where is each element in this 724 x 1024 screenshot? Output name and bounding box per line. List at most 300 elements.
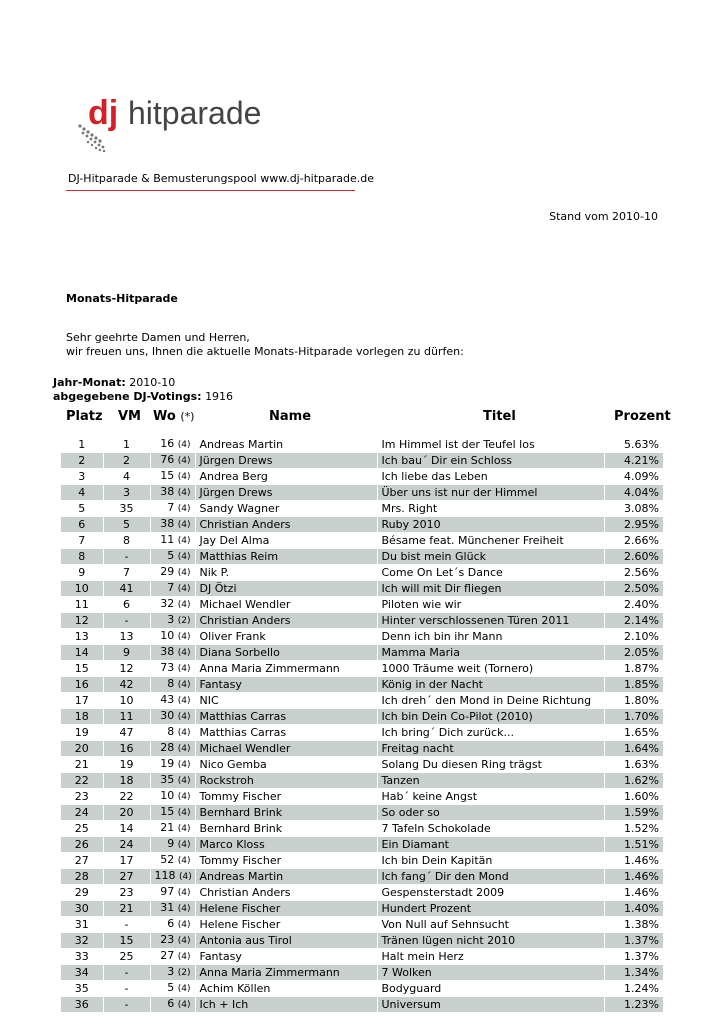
titel-cell: Hab´ keine Angst [377, 789, 604, 805]
table-row [61, 693, 663, 709]
table-row [61, 501, 663, 517]
titel-cell: Ruby 2010 [377, 517, 604, 533]
platz-cell: 32 [61, 933, 103, 949]
name-cell: Michael Wendler [195, 597, 377, 613]
vm-cell: 14 [103, 821, 150, 837]
titel-cell: Denn ich bin ihr Mann [377, 629, 604, 645]
vm-cell: 17 [103, 853, 150, 869]
prozent-cell: 1.40% [604, 901, 663, 917]
wo-value: 38 [160, 485, 175, 498]
platz-cell: 6 [61, 517, 103, 533]
col-header-titel: Titel [483, 409, 516, 424]
wo-sub: (4) [177, 728, 191, 738]
table-row [61, 709, 663, 725]
table-row [61, 597, 663, 613]
titel-cell: Bodyguard [377, 981, 604, 997]
prozent-cell: 1.87% [604, 661, 663, 677]
prozent-cell: 1.64% [604, 741, 663, 757]
vm-cell: 19 [103, 757, 150, 773]
name-cell: Achim Köllen [195, 981, 377, 997]
name-cell: Helene Fischer [195, 917, 377, 933]
greeting-line-1: Sehr geehrte Damen und Herren, [66, 331, 250, 344]
prozent-cell: 2.05% [604, 645, 663, 661]
wo-value: 5 [167, 549, 175, 562]
platz-cell: 10 [61, 581, 103, 597]
table-row [61, 869, 663, 885]
prozent-cell: 1.80% [604, 693, 663, 709]
platz-cell: 22 [61, 773, 103, 789]
titel-cell: Hinter verschlossenen Türen 2011 [377, 613, 604, 629]
platz-cell: 21 [61, 757, 103, 773]
wo-cell [150, 805, 195, 821]
wo-sub: (4) [177, 440, 191, 450]
logo-text-dj: dj [88, 94, 119, 132]
votes-label: abgegebene DJ-Votings: [53, 390, 202, 403]
wo-cell [150, 661, 195, 677]
wo-value: 97 [160, 885, 175, 898]
greeting-line-2: wir freuen uns, Ihnen die aktuelle Monats-Hitparade vorlegen zu dürfen: [66, 345, 464, 358]
wo-cell [150, 549, 195, 565]
wo-sub: (4) [177, 568, 191, 578]
wo-value: 3 [167, 965, 175, 978]
vm-cell: 41 [103, 581, 150, 597]
prozent-cell: 1.23% [604, 997, 663, 1013]
titel-cell: Tanzen [377, 773, 604, 789]
wo-sub: (4) [177, 920, 191, 930]
platz-cell: 13 [61, 629, 103, 645]
prozent-cell: 1.59% [604, 805, 663, 821]
table-row [61, 565, 663, 581]
wo-cell [150, 453, 195, 469]
titel-cell: Ich dreh´ den Mond in Deine Richtung [377, 693, 604, 709]
name-cell: Antonia aus Tirol [195, 933, 377, 949]
name-cell: Marco Kloss [195, 837, 377, 853]
prozent-cell: 1.63% [604, 757, 663, 773]
wo-cell [150, 965, 195, 981]
platz-cell: 27 [61, 853, 103, 869]
wo-cell [150, 613, 195, 629]
table-row [61, 677, 663, 693]
wo-value: 21 [160, 821, 175, 834]
titel-cell: 7 Wolken [377, 965, 604, 981]
wo-sub: (4) [177, 472, 191, 482]
titel-cell: Bésame feat. Münchener Freiheit [377, 533, 604, 549]
wo-sub: (4) [177, 824, 191, 834]
col-header-wo-label: Wo [153, 409, 176, 424]
month-label: Jahr-Monat: [53, 376, 126, 389]
titel-cell: Come On Let´s Dance [377, 565, 604, 581]
table-row [61, 437, 663, 453]
name-cell: Ich + Ich [195, 997, 377, 1013]
wo-value: 29 [160, 565, 175, 578]
name-cell: Jürgen Drews [195, 485, 377, 501]
vm-cell: 25 [103, 949, 150, 965]
name-cell: Andrea Berg [195, 469, 377, 485]
wo-cell [150, 469, 195, 485]
name-cell: NIC [195, 693, 377, 709]
wo-value: 118 [154, 869, 176, 882]
wo-cell [150, 517, 195, 533]
wo-cell [150, 645, 195, 661]
prozent-cell: 1.65% [604, 725, 663, 741]
prozent-cell: 2.50% [604, 581, 663, 597]
wo-cell [150, 709, 195, 725]
prozent-cell: 1.60% [604, 789, 663, 805]
wo-cell [150, 581, 195, 597]
titel-cell: Ich bin Dein Co-Pilot (2010) [377, 709, 604, 725]
platz-cell: 36 [61, 997, 103, 1013]
name-cell: Jay Del Alma [195, 533, 377, 549]
wo-sub: (4) [177, 456, 191, 466]
titel-cell: Ich will mit Dir fliegen [377, 581, 604, 597]
wo-value: 52 [160, 853, 175, 866]
name-cell: Michael Wendler [195, 741, 377, 757]
col-header-prozent: Prozent [614, 409, 671, 424]
name-cell: Christian Anders [195, 613, 377, 629]
vm-cell: - [103, 997, 150, 1013]
table-row [61, 901, 663, 917]
vm-cell: 13 [103, 629, 150, 645]
table-row [61, 789, 663, 805]
wo-sub: (4) [177, 712, 191, 722]
table-row [61, 613, 663, 629]
wo-value: 38 [160, 517, 175, 530]
name-cell: Nico Gemba [195, 757, 377, 773]
wo-value: 3 [167, 613, 175, 626]
wo-sub: (4) [177, 488, 191, 498]
logo-text-hitparade: hitparade [128, 95, 262, 131]
prozent-cell: 2.56% [604, 565, 663, 581]
platz-cell: 8 [61, 549, 103, 565]
hitparade-table [61, 437, 663, 1013]
titel-cell: Ein Diamant [377, 837, 604, 853]
prozent-cell: 1.62% [604, 773, 663, 789]
site-subtitle: DJ-Hitparade & Bemusterungspool www.dj-hitparade.de [68, 172, 375, 185]
prozent-cell: 1.51% [604, 837, 663, 853]
wo-cell [150, 501, 195, 517]
titel-cell: Ich bin Dein Kapitän [377, 853, 604, 869]
platz-cell: 23 [61, 789, 103, 805]
wo-sub: (2) [177, 616, 191, 626]
table-row [61, 485, 663, 501]
name-cell: Andreas Martin [195, 437, 377, 453]
greeting [66, 331, 464, 359]
table-row [61, 885, 663, 901]
table-row [61, 629, 663, 645]
vm-cell: - [103, 965, 150, 981]
prozent-cell: 1.38% [604, 917, 663, 933]
platz-cell: 9 [61, 565, 103, 581]
wo-value: 16 [160, 437, 175, 450]
platz-cell: 12 [61, 613, 103, 629]
wo-value: 7 [167, 581, 175, 594]
month-value: 2010-10 [129, 376, 176, 389]
dj-hitparade-logo [74, 88, 274, 154]
vm-cell: 27 [103, 869, 150, 885]
wo-cell [150, 901, 195, 917]
table-row [61, 645, 663, 661]
titel-cell: Ich liebe das Leben [377, 469, 604, 485]
wo-cell [150, 981, 195, 997]
platz-cell: 1 [61, 437, 103, 453]
meta-info [53, 376, 233, 404]
wo-cell [150, 629, 195, 645]
vm-cell: 4 [103, 469, 150, 485]
wo-value: 15 [160, 469, 175, 482]
wo-sub: (4) [177, 504, 191, 514]
wo-value: 5 [167, 981, 175, 994]
wo-sub: (4) [177, 744, 191, 754]
name-cell: Matthias Carras [195, 725, 377, 741]
table-body [61, 437, 663, 1013]
prozent-cell: 1.46% [604, 885, 663, 901]
name-cell: Helene Fischer [195, 901, 377, 917]
name-cell: Bernhard Brink [195, 821, 377, 837]
name-cell: Anna Maria Zimmermann [195, 965, 377, 981]
platz-cell: 26 [61, 837, 103, 853]
wo-sub: (4) [177, 664, 191, 674]
vm-cell: 35 [103, 501, 150, 517]
wo-value: 23 [160, 933, 175, 946]
table-row [61, 933, 663, 949]
vm-cell: 7 [103, 565, 150, 581]
table-row [61, 821, 663, 837]
table-row [61, 533, 663, 549]
wo-value: 6 [167, 997, 175, 1010]
wo-value: 10 [160, 629, 175, 642]
platz-cell: 4 [61, 485, 103, 501]
wo-value: 10 [160, 789, 175, 802]
platz-cell: 20 [61, 741, 103, 757]
name-cell: DJ Ötzi [195, 581, 377, 597]
wo-value: 30 [160, 709, 175, 722]
name-cell: Matthias Carras [195, 709, 377, 725]
platz-cell: 19 [61, 725, 103, 741]
wo-sub: (4) [177, 552, 191, 562]
titel-cell: Ich fang´ Dir den Mond [377, 869, 604, 885]
wo-cell [150, 533, 195, 549]
platz-cell: 5 [61, 501, 103, 517]
titel-cell: Solang Du diesen Ring trägst [377, 757, 604, 773]
titel-cell: Mrs. Right [377, 501, 604, 517]
wo-sub: (4) [177, 840, 191, 850]
vm-cell: 9 [103, 645, 150, 661]
platz-cell: 3 [61, 469, 103, 485]
titel-cell: Ich bau´ Dir ein Schloss [377, 453, 604, 469]
wo-cell [150, 725, 195, 741]
wo-value: 11 [160, 533, 175, 546]
prozent-cell: 1.46% [604, 853, 663, 869]
wo-value: 15 [160, 805, 175, 818]
table-row [61, 917, 663, 933]
wo-value: 31 [160, 901, 175, 914]
section-title: Monats-Hitparade [66, 292, 178, 305]
vm-cell: 5 [103, 517, 150, 533]
vm-cell: 21 [103, 901, 150, 917]
wo-sub: (4) [177, 584, 191, 594]
wo-value: 7 [167, 501, 175, 514]
table-row [61, 837, 663, 853]
titel-cell: Über uns ist nur der Himmel [377, 485, 604, 501]
col-header-wo-note: (*) [180, 410, 195, 423]
wo-cell [150, 677, 195, 693]
name-cell: Oliver Frank [195, 629, 377, 645]
wo-value: 8 [167, 725, 175, 738]
platz-cell: 33 [61, 949, 103, 965]
subtitle-divider [66, 190, 355, 191]
prozent-cell: 1.37% [604, 933, 663, 949]
prozent-cell: 1.37% [604, 949, 663, 965]
wo-sub: (2) [177, 968, 191, 978]
wo-cell [150, 997, 195, 1013]
titel-cell: Gespensterstadt 2009 [377, 885, 604, 901]
titel-cell: Halt mein Herz [377, 949, 604, 965]
wo-cell [150, 773, 195, 789]
titel-cell: 7 Tafeln Schokolade [377, 821, 604, 837]
prozent-cell: 1.85% [604, 677, 663, 693]
titel-cell: Universum [377, 997, 604, 1013]
wo-value: 35 [160, 773, 175, 786]
prozent-cell: 2.95% [604, 517, 663, 533]
platz-cell: 34 [61, 965, 103, 981]
titel-cell: König in der Nacht [377, 677, 604, 693]
prozent-cell: 1.34% [604, 965, 663, 981]
name-cell: Rockstroh [195, 773, 377, 789]
vm-cell: 6 [103, 597, 150, 613]
wo-value: 27 [160, 949, 175, 962]
vm-cell: 47 [103, 725, 150, 741]
vm-cell: 3 [103, 485, 150, 501]
vm-cell: 2 [103, 453, 150, 469]
wo-value: 76 [160, 453, 175, 466]
table-row [61, 949, 663, 965]
wo-sub: (4) [177, 792, 191, 802]
prozent-cell: 4.21% [604, 453, 663, 469]
table-row [61, 725, 663, 741]
logo-graphic [74, 88, 274, 154]
titel-cell: Mamma Maria [377, 645, 604, 661]
prozent-cell: 1.70% [604, 709, 663, 725]
name-cell: Nik P. [195, 565, 377, 581]
vm-cell: 1 [103, 437, 150, 453]
prozent-cell: 2.66% [604, 533, 663, 549]
wo-sub: (4) [177, 984, 191, 994]
wo-cell [150, 565, 195, 581]
name-cell: Tommy Fischer [195, 853, 377, 869]
prozent-cell: 1.46% [604, 869, 663, 885]
table-row [61, 965, 663, 981]
vm-cell: 18 [103, 773, 150, 789]
vm-cell: 16 [103, 741, 150, 757]
prozent-cell: 5.63% [604, 437, 663, 453]
votes-value: 1916 [205, 390, 234, 403]
table-row [61, 453, 663, 469]
table-row [61, 853, 663, 869]
table-row [61, 741, 663, 757]
wo-cell [150, 853, 195, 869]
wo-sub: (4) [177, 600, 191, 610]
wo-sub: (4) [177, 952, 191, 962]
platz-cell: 31 [61, 917, 103, 933]
stand-date: Stand vom 2010-10 [549, 210, 658, 223]
prozent-cell: 4.09% [604, 469, 663, 485]
table-row [61, 469, 663, 485]
wo-sub: (4) [177, 760, 191, 770]
titel-cell: So oder so [377, 805, 604, 821]
table-row [61, 997, 663, 1013]
wo-cell [150, 837, 195, 853]
wo-sub: (4) [177, 696, 191, 706]
col-header-vm: VM [118, 409, 141, 424]
wo-cell [150, 757, 195, 773]
platz-cell: 24 [61, 805, 103, 821]
wo-sub: (4) [177, 648, 191, 658]
vm-cell: 8 [103, 533, 150, 549]
wo-cell [150, 693, 195, 709]
wo-sub: (4) [177, 520, 191, 530]
vm-cell: 12 [103, 661, 150, 677]
prozent-cell: 2.60% [604, 549, 663, 565]
platz-cell: 14 [61, 645, 103, 661]
vm-cell: - [103, 981, 150, 997]
table-row [61, 757, 663, 773]
vm-cell: 24 [103, 837, 150, 853]
prozent-cell: 2.40% [604, 597, 663, 613]
wo-sub: (4) [177, 536, 191, 546]
platz-cell: 17 [61, 693, 103, 709]
wo-cell [150, 597, 195, 613]
table-row [61, 805, 663, 821]
wo-sub: (4) [177, 888, 191, 898]
wo-value: 19 [160, 757, 175, 770]
titel-cell: Im Himmel ist der Teufel los [377, 437, 604, 453]
titel-cell: Piloten wie wir [377, 597, 604, 613]
titel-cell: Du bist mein Glück [377, 549, 604, 565]
name-cell: Fantasy [195, 949, 377, 965]
name-cell: Christian Anders [195, 885, 377, 901]
titel-cell: 1000 Träume weit (Tornero) [377, 661, 604, 677]
titel-cell: Ich bring´ Dich zurück... [377, 725, 604, 741]
titel-cell: Von Null auf Sehnsucht [377, 917, 604, 933]
name-cell: Fantasy [195, 677, 377, 693]
name-cell: Christian Anders [195, 517, 377, 533]
vm-cell: - [103, 549, 150, 565]
platz-cell: 7 [61, 533, 103, 549]
wo-value: 38 [160, 645, 175, 658]
platz-cell: 16 [61, 677, 103, 693]
platz-cell: 35 [61, 981, 103, 997]
platz-cell: 15 [61, 661, 103, 677]
wo-value: 9 [167, 837, 175, 850]
vm-cell: 23 [103, 885, 150, 901]
wo-sub: (4) [179, 872, 192, 882]
table-row [61, 773, 663, 789]
prozent-cell: 1.24% [604, 981, 663, 997]
wo-cell [150, 933, 195, 949]
wo-cell [150, 949, 195, 965]
name-cell: Bernhard Brink [195, 805, 377, 821]
name-cell: Anna Maria Zimmermann [195, 661, 377, 677]
wo-sub: (4) [177, 936, 191, 946]
titel-cell: Tränen lügen nicht 2010 [377, 933, 604, 949]
table-row [61, 517, 663, 533]
prozent-cell: 1.52% [604, 821, 663, 837]
col-header-wo [153, 409, 194, 424]
name-cell: Jürgen Drews [195, 453, 377, 469]
wo-cell [150, 437, 195, 453]
vm-cell: 20 [103, 805, 150, 821]
wo-value: 8 [167, 677, 175, 690]
